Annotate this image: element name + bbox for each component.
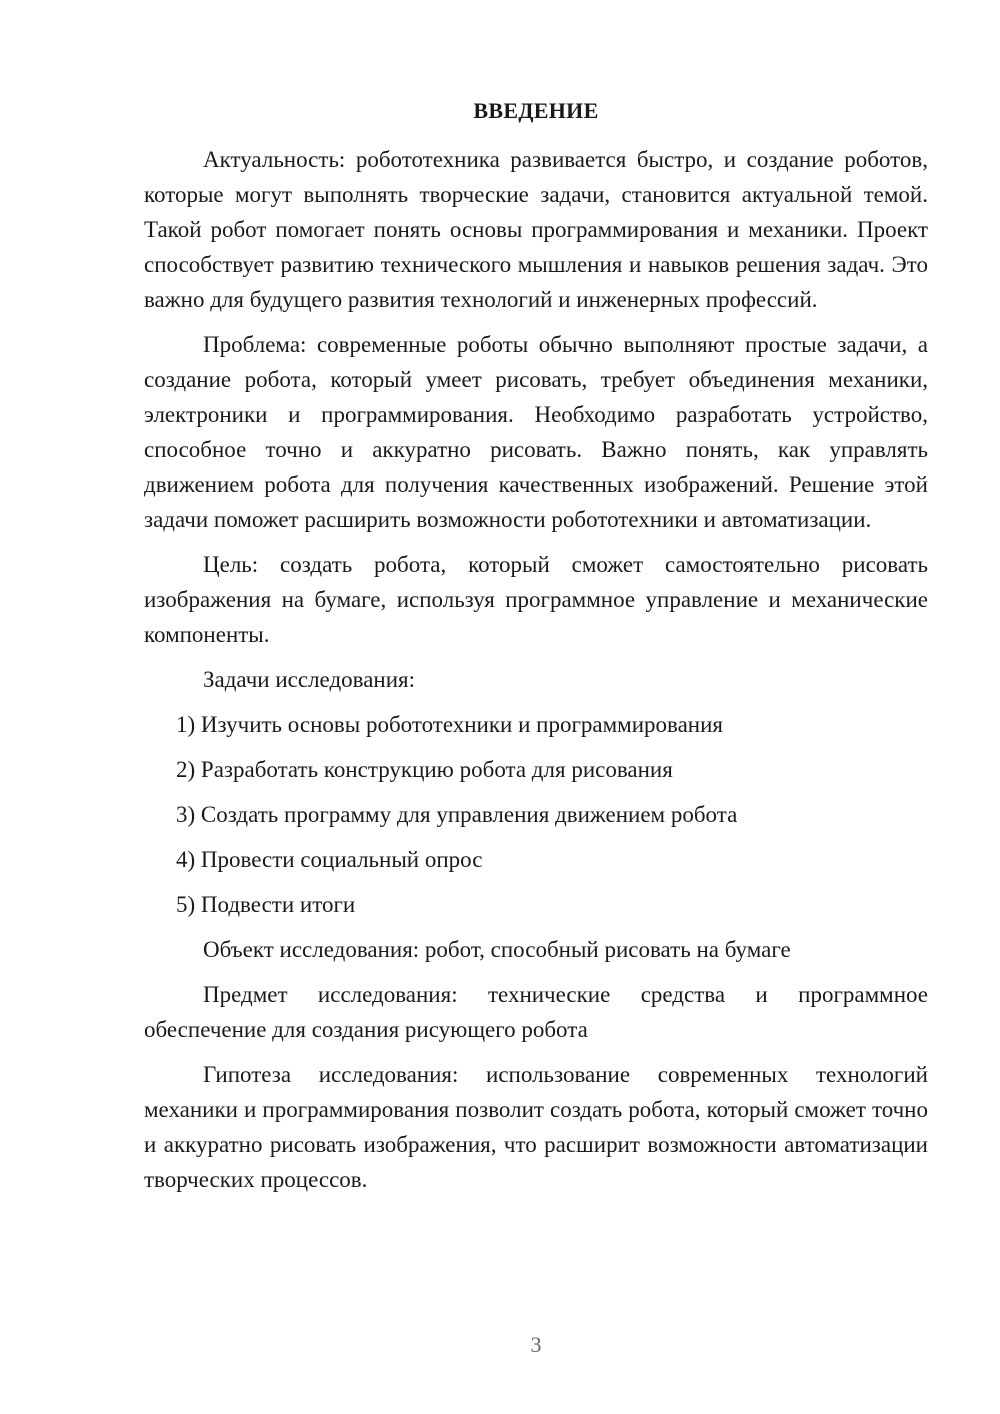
task-item: 1) Изучить основы робототехники и программирования (176, 712, 723, 737)
task-list (144, 707, 928, 922)
paragraph-object: Объект исследования: робот, способный рисовать на бумаге (203, 937, 791, 962)
paragraph-goal: Цель: создать робота, который сможет самостоятельно рисовать изображения на бумаге, используя программное управление и механические компоненты. (144, 552, 928, 647)
page-number: 3 (530, 1332, 542, 1357)
paragraph-relevance: Актуальность: робототехника развивается быстро, и создание роботов, которые могут выполнять творческие задачи, становится актуальной темой. Такой робот помогает понять основы программирования и механики. Проект способствует развитию технического мышления и навыков решения задач. Это важно для будущего развития технологий и инженерных профессий. (144, 147, 928, 312)
section-title: ВВЕДЕНИЕ (473, 98, 599, 123)
task-item: 5) Подвести итоги (176, 892, 356, 917)
paragraph-subject: Предмет исследования: технические средства и программное обеспечение для создания рисующего робота (144, 982, 928, 1042)
task-item: 2) Разработать конструкцию робота для рисования (176, 757, 673, 782)
tasks-heading: Задачи исследования: (203, 667, 416, 692)
page-content (144, 93, 928, 1207)
task-item: 3) Создать программу для управления движением робота (176, 802, 738, 827)
paragraph-problem: Проблема: современные роботы обычно выполняют простые задачи, а создание робота, который умеет рисовать, требует объединения механики, электроники и программирования. Необходимо разработать устройство, способное точно и аккуратно рисовать. Важно понять, как управлять движением робота для получения качественных изображений. Решение этой задачи поможет расширить возможности робототехники и автоматизации. (144, 332, 928, 532)
paragraph-hypothesis: Гипотеза исследования: использование современных технологий механики и программирования позволит создать робота, который сможет точно и аккуратно рисовать изображения, что расширит возможности автоматизации творческих процессов. (144, 1062, 928, 1192)
task-item: 4) Провести социальный опрос (176, 847, 483, 872)
